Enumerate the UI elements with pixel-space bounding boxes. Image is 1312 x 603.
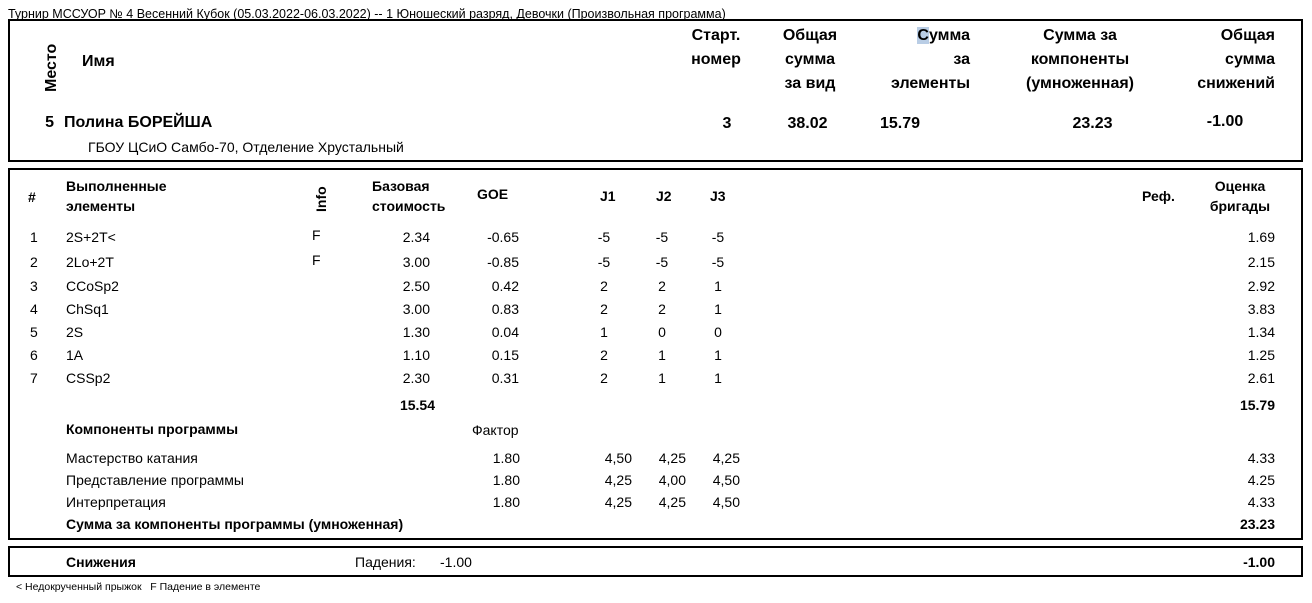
- skater-elements-score: 15.79: [880, 115, 921, 132]
- element-panel-score: 2.92: [1247, 278, 1275, 294]
- component-j3: 4,50: [712, 494, 740, 510]
- goe-header: GOE: [477, 186, 509, 202]
- element-goe: -0.65: [487, 229, 519, 245]
- component-j2: 4,25: [658, 494, 686, 510]
- element-j3: 0: [714, 324, 722, 340]
- component-score: 4.25: [1247, 472, 1275, 488]
- deductions-label: Снижения: [66, 554, 136, 570]
- component-factor: 1.80: [492, 494, 520, 510]
- element-num: 1: [30, 229, 38, 245]
- element-code: 2S+2T<: [66, 229, 116, 245]
- elements-header: Выполненные элементы: [66, 178, 167, 214]
- panel-score-header: Оценка бригады: [1209, 178, 1271, 214]
- j1-header: J1: [600, 188, 616, 204]
- element-base-value: 1.10: [402, 347, 430, 363]
- element-goe: 0.42: [491, 278, 519, 294]
- element-j3: -5: [711, 229, 725, 245]
- element-goe: 0.83: [491, 301, 519, 317]
- components-total-label: Сумма за компоненты программы (умноженная): [66, 516, 404, 532]
- element-goe: 0.31: [491, 370, 519, 386]
- skater-club: ГБОУ ЦСиО Самбо-70, Отделение Хрустальный: [88, 139, 404, 155]
- legend: < Недокрученный прыжок F Падение в элементе: [16, 581, 261, 593]
- element-goe: 0.04: [491, 324, 519, 340]
- component-factor: 1.80: [492, 472, 520, 488]
- element-j3: 1: [714, 301, 722, 317]
- element-panel-score: 3.83: [1247, 301, 1275, 317]
- component-name: Мастерство катания: [66, 450, 198, 466]
- element-j1: 2: [600, 347, 608, 363]
- element-j3: 1: [714, 278, 722, 294]
- element-base-value: 1.30: [402, 324, 430, 340]
- element-code: ChSq1: [66, 301, 109, 317]
- base-value-header: Базовая стоимость: [372, 178, 446, 214]
- components-title: Компоненты программы: [66, 421, 239, 437]
- element-j1: 2: [600, 278, 608, 294]
- element-panel-score: 1.69: [1247, 229, 1275, 245]
- element-j2: -5: [655, 254, 669, 270]
- referee-header: Реф.: [1142, 188, 1175, 204]
- element-j3: 1: [714, 347, 722, 363]
- deductions-header: Общая сумма снижений: [1197, 27, 1275, 92]
- skater-start-number: 3: [722, 115, 732, 132]
- component-score: 4.33: [1247, 494, 1275, 510]
- total-score-header: Общая сумма за вид: [782, 27, 838, 92]
- component-j1: 4,25: [604, 472, 632, 488]
- element-base-value: 3.00: [402, 301, 430, 317]
- deductions-box: [8, 546, 1303, 577]
- element-j2: 0: [658, 324, 666, 340]
- element-num: 2: [30, 254, 38, 270]
- element-code: CSSp2: [66, 370, 111, 386]
- num-header: #: [28, 189, 36, 205]
- element-code: 2Lo+2T: [66, 254, 114, 270]
- component-score: 4.33: [1247, 450, 1275, 466]
- elements-score-total: 15.79: [1239, 397, 1275, 413]
- falls-label: Падения:: [355, 554, 416, 570]
- name-header: Имя: [82, 53, 115, 70]
- element-panel-score: 2.15: [1247, 254, 1275, 270]
- document-title: Турнир МССУОР № 4 Весенний Кубок (05.03.2022-06.03.2022) -- 1 Юношеский разряд, Девочки (Произвольная программа): [8, 7, 726, 21]
- place-header: Место: [43, 43, 60, 92]
- element-j3: 1: [714, 370, 722, 386]
- component-j1: 4,25: [604, 494, 632, 510]
- element-num: 6: [30, 347, 38, 363]
- element-num: 4: [30, 301, 38, 317]
- j3-header: J3: [710, 188, 726, 204]
- element-base-value: 3.00: [402, 254, 430, 270]
- element-goe: -0.85: [487, 254, 519, 270]
- element-j2: 1: [658, 370, 666, 386]
- skater-name: Полина БОРЕЙША: [64, 114, 213, 131]
- base-value-total: 15.54: [399, 397, 435, 413]
- element-num: 3: [30, 278, 38, 294]
- component-factor: 1.80: [492, 450, 520, 466]
- element-j2: 2: [658, 278, 666, 294]
- components-score-header: Сумма за компоненты (умноженная): [1026, 27, 1134, 92]
- component-j3: 4,50: [712, 472, 740, 488]
- elements-score-header: Сумма за элементы: [891, 27, 970, 92]
- component-j1: 4,50: [604, 450, 632, 466]
- element-base-value: 2.50: [402, 278, 430, 294]
- skater-deductions: -1.00: [1206, 113, 1244, 130]
- element-num: 5: [30, 324, 38, 340]
- element-j2: 1: [658, 347, 666, 363]
- element-j1: 2: [600, 370, 608, 386]
- element-j1: -5: [597, 254, 611, 270]
- skater-components-score: 23.23: [1072, 115, 1113, 132]
- component-j3: 4,25: [712, 450, 740, 466]
- component-j2: 4,00: [658, 472, 686, 488]
- element-info: F: [312, 227, 321, 243]
- element-j1: 1: [600, 324, 608, 340]
- element-base-value: 2.34: [402, 229, 430, 245]
- skater-place: 5: [45, 114, 54, 131]
- factor-header: Фактор: [472, 422, 519, 438]
- start-number-header: Старт. номер: [691, 27, 741, 68]
- element-code: 2S: [66, 324, 84, 340]
- info-header: Info: [313, 186, 329, 212]
- j2-header: J2: [656, 188, 672, 204]
- element-j2: -5: [655, 229, 669, 245]
- deductions-total: -1.00: [1243, 554, 1275, 570]
- element-code: CCoSp2: [66, 278, 119, 294]
- element-j3: -5: [711, 254, 725, 270]
- element-j2: 2: [658, 301, 666, 317]
- element-panel-score: 1.25: [1247, 347, 1275, 363]
- falls-value: -1.00: [440, 554, 472, 570]
- element-info: F: [312, 252, 321, 268]
- element-goe: 0.15: [491, 347, 519, 363]
- element-panel-score: 2.61: [1247, 370, 1275, 386]
- component-name: Интерпретация: [66, 494, 166, 510]
- component-j2: 4,25: [658, 450, 686, 466]
- element-j1: -5: [597, 229, 611, 245]
- component-name: Представление программы: [66, 472, 244, 488]
- element-base-value: 2.30: [402, 370, 430, 386]
- element-code: 1A: [66, 347, 84, 363]
- element-num: 7: [30, 370, 38, 386]
- components-total: 23.23: [1239, 516, 1275, 532]
- element-j1: 2: [600, 301, 608, 317]
- skater-total-score: 38.02: [787, 115, 828, 132]
- element-panel-score: 1.34: [1247, 324, 1275, 340]
